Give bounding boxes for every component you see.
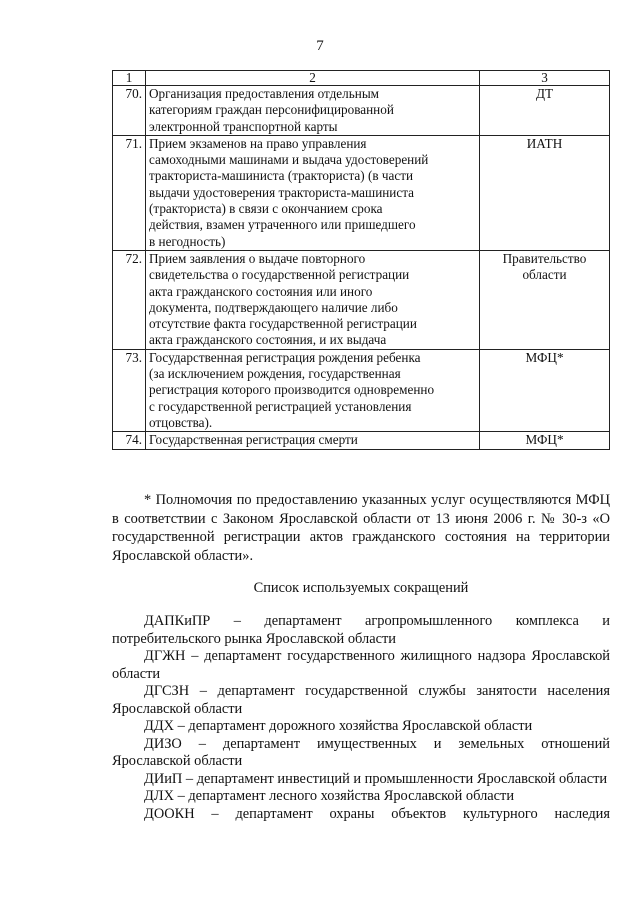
abbreviation-item: ДАПКиПР – департамент агропромышленного комплекса и потребительского рынка Ярославской области [112, 613, 610, 647]
service-description [146, 349, 480, 431]
service-line: отцовства). [149, 414, 213, 430]
service-line: регистрация которого производится одновременно [149, 382, 435, 398]
abbreviations-list [112, 613, 610, 823]
service-line: акта гражданского состояния, и их выдача [149, 332, 387, 348]
agency-line: МФЦ* [525, 349, 564, 365]
service-line: (тракториста) в связи с окончанием срока [149, 201, 383, 217]
service-description [146, 135, 480, 250]
responsible-agency [480, 250, 610, 349]
header-cell-agency: 3 [480, 71, 610, 86]
table-header-row [113, 71, 610, 86]
abbreviations-title: Список используемых сокращений [253, 580, 469, 596]
responsible-agency [480, 135, 610, 250]
agency-line: МФЦ* [525, 432, 564, 448]
header-cell-service: 2 [146, 71, 480, 86]
abbreviation-item: ДЛХ – департамент лесного хозяйства Ярославской области [144, 788, 515, 804]
services-table [112, 70, 610, 450]
service-line: в негодность) [149, 233, 226, 249]
abbreviation-item: ДООКН – департамент охраны объектов культурного наследия [144, 805, 610, 822]
row-number: 73. [113, 349, 146, 431]
service-line: Прием заявления о выдаче повторного [149, 250, 366, 266]
abbreviation-item: ДИиП – департамент инвестиций и промышленности Ярославской области [144, 770, 608, 787]
service-description [146, 86, 480, 136]
service-line: выдачи удостоверения тракториста-машиниста [149, 184, 414, 200]
agency-line: области [522, 267, 567, 283]
table-row [113, 135, 610, 250]
abbreviation-item: ДГЖН – департамент государственного жилищного надзора Ярославской области [112, 648, 610, 682]
agency-line: ИАТН [526, 135, 563, 151]
abbreviation-item: ДДХ – департамент дорожного хозяйства Ярославской области [144, 718, 533, 734]
service-line: акта гражданского состояния или иного [149, 283, 373, 299]
footnote-text: * Полномочия по предоставлению указанных услуг осуществляются МФЦ в соответствии с Законом Ярославской области от 13 июня 2006 г. № 30-з «О государственной регистрации актов гражданского состояния на территории Ярославской области». [112, 492, 610, 564]
table-row [113, 250, 610, 349]
service-line: электронной транспортной карты [149, 118, 338, 134]
abbreviation-item: ДГСЗН – департамент государственной службы занятости населения Ярославской области [112, 683, 610, 717]
row-number: 72. [113, 250, 146, 349]
header-cell-number: 1 [113, 71, 146, 86]
table-row [113, 349, 610, 431]
service-description [146, 432, 480, 449]
service-line: с государственной регистрацией установления [149, 398, 412, 414]
service-line: самоходными машинами и выдача удостоверений [149, 152, 429, 168]
service-line: категориям граждан персонифицированной [149, 102, 394, 118]
row-number: 70. [113, 86, 146, 136]
responsible-agency [480, 432, 610, 449]
abbreviation-item: ДИЗО – департамент имущественных и земельных отношений Ярославской области [112, 735, 610, 769]
service-line: отсутствие факта государственной регистрации [149, 316, 417, 332]
service-line: свидетельства о государственной регистрации [149, 267, 410, 283]
service-line: (за исключением рождения, государственная [149, 366, 401, 382]
service-line: Государственная регистрация рождения ребенка [149, 349, 421, 365]
row-number: 74. [113, 432, 146, 449]
service-line: документа, подтверждающего наличие либо [149, 299, 398, 315]
service-line: тракториста-машиниста (тракториста) (в части [149, 168, 414, 184]
footnote [112, 491, 610, 565]
service-line: Прием экзаменов на право управления [149, 135, 367, 151]
service-line: действия, взамен утраченного или пришедшего [149, 217, 416, 233]
service-description [146, 250, 480, 349]
agency-line: ДТ [535, 86, 554, 101]
table-row [113, 86, 610, 136]
page-number: 7 [316, 38, 324, 54]
table-row [113, 432, 610, 449]
responsible-agency [480, 86, 610, 136]
responsible-agency [480, 349, 610, 431]
service-line: Организация предоставления отдельным [149, 86, 380, 101]
row-number: 71. [113, 135, 146, 250]
service-line: Государственная регистрация смерти [149, 432, 358, 448]
agency-line: Правительство [502, 250, 587, 266]
